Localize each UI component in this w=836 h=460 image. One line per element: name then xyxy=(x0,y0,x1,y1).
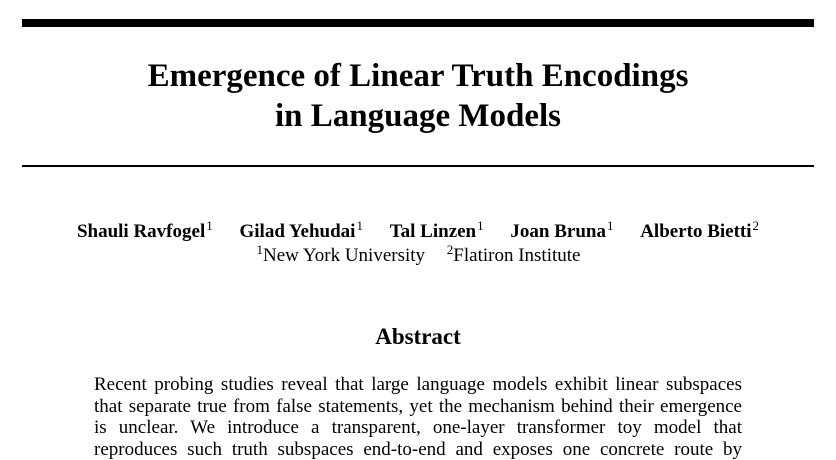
author-affiliation-mark: 1 xyxy=(356,218,363,233)
author-affiliation-mark: 2 xyxy=(753,218,760,233)
paper-title xyxy=(0,56,836,136)
author-list xyxy=(0,220,836,245)
abstract-line: is unclear. We introduce a transparent, one-layer transformer toy model that xyxy=(94,417,742,439)
affiliation-mark: 1 xyxy=(257,242,264,257)
author-shauli-ravfogel: Shauli Ravfogel$^1$ xyxy=(77,220,213,245)
affiliation-mark: 2 xyxy=(447,242,454,257)
author-joan-bruna: Joan Bruna$^1$ xyxy=(510,220,613,245)
affiliation-flatiron: $^2$Flatiron Institute xyxy=(446,244,581,269)
title-line-2: in Language Models xyxy=(0,96,836,136)
abstract-line: Recent probing studies reveal that large language models exhibit linear subspaces xyxy=(94,374,742,396)
abstract-heading: Abstract xyxy=(0,322,836,352)
abstract-body xyxy=(94,374,742,460)
top-rule xyxy=(22,19,814,27)
author-gilad-yehudai: Gilad Yehudai$^1$ xyxy=(239,220,362,245)
author-affiliation-mark: 1 xyxy=(607,218,614,233)
affiliation-list xyxy=(0,244,836,269)
title-bottom-rule xyxy=(22,165,814,167)
author-alberto-bietti: Alberto Bietti$^2$ xyxy=(640,220,759,245)
author-tal-linzen: Tal Linzen$^1$ xyxy=(390,220,484,245)
author-affiliation-mark: 1 xyxy=(477,218,484,233)
author-affiliation-mark: 1 xyxy=(206,218,213,233)
affiliation-nyu: $^1$New York University xyxy=(256,244,426,269)
abstract-line: reproduces such truth subspaces end-to-end and exposes one concrete route by xyxy=(94,439,742,460)
abstract-line: that separate true from false statements, yet the mechanism behind their emergence xyxy=(94,396,742,418)
title-line-1: Emergence of Linear Truth Encodings xyxy=(0,56,836,96)
